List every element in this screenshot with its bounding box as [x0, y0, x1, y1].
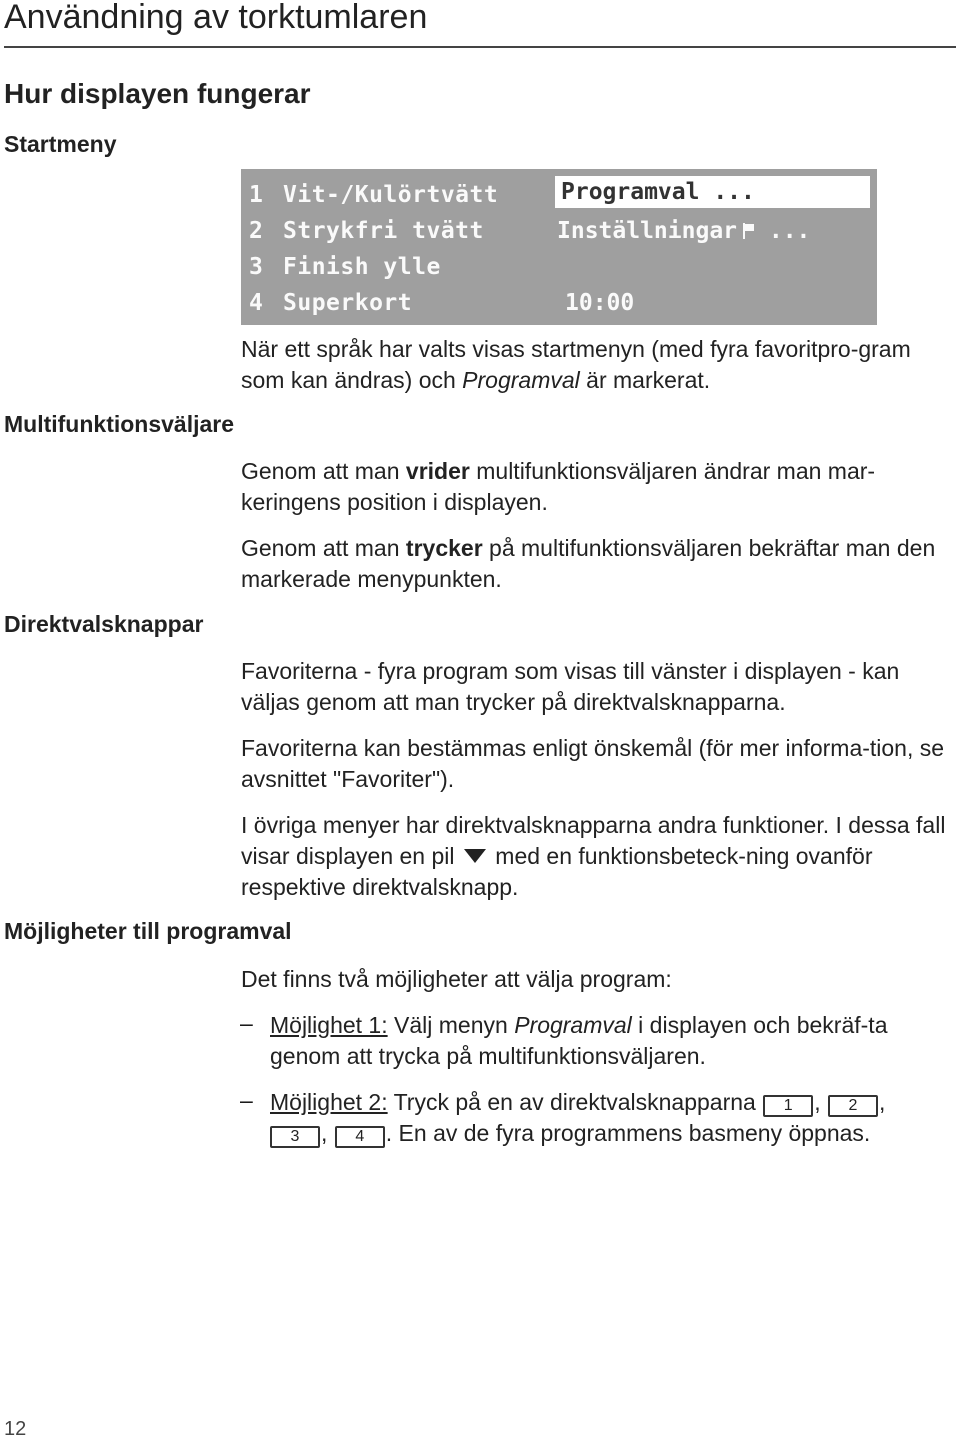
multifunktion-paragraph-1: [241, 456, 953, 518]
display-row-name: Strykfri tvätt: [283, 218, 484, 244]
display-row-number: 3: [249, 254, 263, 280]
flag-icon: [743, 223, 755, 239]
display-row-3: [241, 251, 541, 283]
option-1: [270, 1010, 954, 1072]
programval-heading: Möjligheter till programval: [4, 918, 292, 944]
text-part: på multifunktionsväljaren bekräftar man den markerade menypunkten.: [241, 535, 936, 592]
text-part: i displayen och bekräf-ta genom att trycka på multifunktionsväljaren.: [270, 1012, 888, 1069]
startmeny-heading: Startmeny: [4, 131, 117, 157]
display-settings-suffix: ...: [755, 218, 811, 244]
text-part: multifunktionsväljaren ändrar man mar-keringens position i displayen.: [241, 458, 876, 515]
display-row-2: [241, 215, 541, 247]
key-4-icon: 4: [335, 1126, 385, 1148]
section-title: Hur displayen fungerar: [4, 78, 311, 109]
display-screen: [241, 169, 877, 325]
display-row-number: 2: [249, 218, 263, 244]
separator: ,: [879, 1089, 886, 1115]
display-time: 10:00: [565, 290, 635, 316]
separator: ,: [321, 1120, 328, 1146]
text-part: Tryck på en av direktvalsknapparna: [387, 1089, 763, 1115]
page-number: 12: [4, 1418, 27, 1440]
text-part: I övriga menyer har direktvalsknapparna andra funktioner. I dessa fall visar displayen en pil: [241, 812, 946, 869]
display-settings: [555, 215, 810, 247]
display-row-name: Finish ylle: [283, 254, 441, 280]
programval-intro: Det finns två möjligheter att välja program:: [241, 966, 672, 992]
display-row-name: Vit-/Kulörtvätt: [283, 182, 499, 208]
direktval-heading: Direktvalsknappar: [4, 611, 204, 637]
display-row-number: 4: [249, 290, 263, 316]
option-2-label: Möjlighet 2:: [270, 1089, 388, 1115]
page-title: Användning av torktumlaren: [4, 0, 428, 36]
text-part: med en funktionsbeteck-ning ovanför respektive direktvalsknapp.: [241, 843, 873, 900]
option-2: [270, 1087, 960, 1149]
emphasis-vrider: vrider: [405, 458, 470, 484]
emphasis-trycker: trycker: [405, 535, 483, 561]
key-2-icon: 2: [828, 1095, 878, 1117]
text-part: Genom att man: [241, 458, 406, 484]
arrow-down-icon: [464, 849, 486, 863]
direktval-paragraph-1: Favoriterna - fyra program som visas till vänster i displayen - kan väljas genom att man trycker på direktvalsknapparna.: [241, 658, 900, 715]
multifunktion-paragraph-2: [241, 533, 953, 595]
programval-term: Programval: [462, 367, 580, 393]
multifunktion-heading: Multifunktionsväljare: [4, 411, 235, 437]
text-part: . En av de fyra programmens basmeny öppnas.: [385, 1120, 871, 1146]
display-row-1: [241, 179, 541, 211]
key-1-icon: 1: [763, 1095, 813, 1117]
option-1-label: Möjlighet 1:: [270, 1012, 388, 1038]
direktval-paragraph-2: Favoriterna kan bestämmas enligt önskemål (för mer informa-tion, se avsnittet "Favoriter").: [241, 735, 945, 792]
programval-term: Programval: [514, 1012, 632, 1038]
key-3-icon: 3: [270, 1126, 320, 1148]
display-row-number: 1: [249, 182, 263, 208]
display-selected-programval: Programval ...: [555, 176, 870, 208]
display-settings-label: Inställningar: [557, 218, 738, 244]
startmeny-text-part: är markerat.: [579, 367, 711, 393]
display-row-name: Superkort: [283, 290, 413, 316]
direktval-paragraph-3: [241, 810, 953, 903]
display-row-4: [241, 287, 541, 319]
text-part: Genom att man: [241, 535, 406, 561]
startmeny-text-part: När ett språk har valts visas startmenyn (med fyra favoritpro-gram som kan ändras) och: [241, 336, 911, 393]
text-part: Välj menyn: [387, 1012, 515, 1038]
title-rule: [4, 46, 956, 48]
list-dash: –: [240, 1010, 253, 1036]
list-dash: –: [240, 1087, 253, 1113]
startmeny-text: [241, 334, 953, 396]
separator: ,: [814, 1089, 821, 1115]
